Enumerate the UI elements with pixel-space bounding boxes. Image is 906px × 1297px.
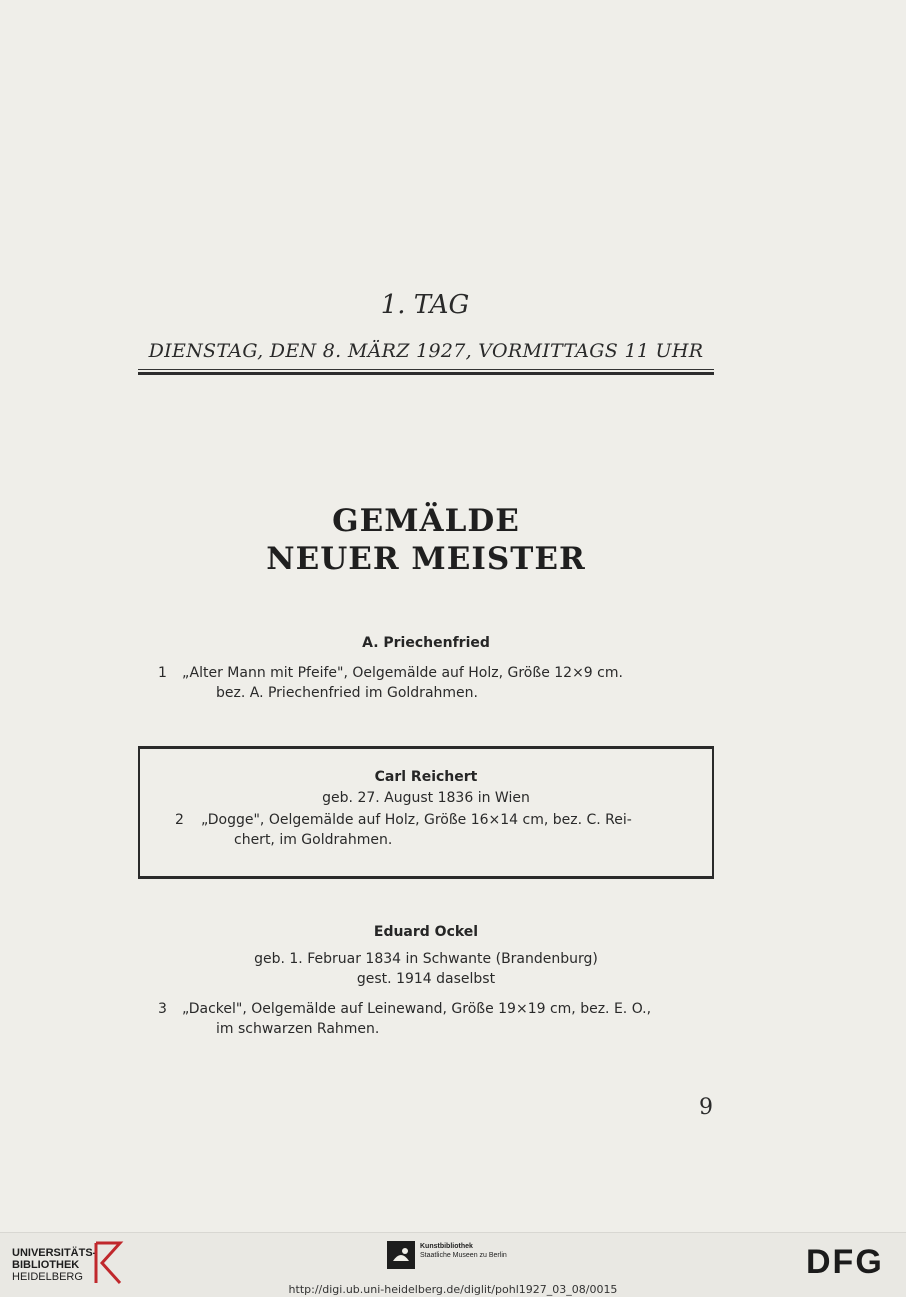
auction-date: DIENSTAG, DEN 8. MÄRZ 1927, VORMITTAGS 11 UHR: [148, 340, 704, 362]
lot-description-line1: „Dackel", Oelgemälde auf Leinewand, Größe 19×19 cm, bez. E. O.,: [182, 1001, 652, 1017]
lot-description-line2: bez. A. Priechenfried im Goldrahmen.: [216, 685, 478, 701]
lot-number: 1: [158, 665, 167, 681]
artist-name: Eduard Ockel: [373, 924, 479, 940]
section-title-line1: GEMÄLDE: [332, 503, 520, 539]
kunstbibliothek-logo-icon: [387, 1241, 415, 1269]
ub-logo-mark-icon: [92, 1239, 126, 1287]
section-title-line2: NEUER MEISTER: [266, 541, 586, 577]
lot-description-line1: „Alter Mann mit Pfeife", Oelgemälde auf Holz, Größe 12×9 cm.: [182, 665, 623, 681]
lot-entry: [175, 810, 695, 852]
viewer-footer: [0, 1232, 906, 1297]
lot-entry: [158, 999, 714, 1041]
lot-description-line2: chert, im Goldrahmen.: [234, 832, 393, 848]
section-title: [0, 502, 852, 578]
ub-heidelberg-logo[interactable]: [12, 1247, 96, 1283]
divider-rule-thick: [138, 372, 714, 375]
artist-bio: geb. 1. Februar 1834 in Schwante (Brandenburg): [254, 951, 598, 967]
day-title: 1. TAG: [380, 290, 470, 320]
lot-entry: [158, 663, 714, 705]
divider-rule-thin: [138, 369, 714, 370]
dfg-logo[interactable]: DFG: [806, 1243, 884, 1281]
lot-description-line1: „Dogge", Oelgemälde auf Holz, Größe 16×14 cm, bez. C. Rei-: [201, 812, 632, 828]
lot-number: 2: [175, 812, 184, 828]
lot-number: 3: [158, 1001, 167, 1017]
artist-bio: geb. 27. August 1836 in Wien: [322, 790, 530, 806]
lot-description-line2: im schwarzen Rahmen.: [216, 1021, 380, 1037]
artist-name: Carl Reichert: [374, 769, 478, 785]
page-number: 9: [699, 1095, 713, 1120]
kb-line2: Staatliche Museen zu Berlin: [420, 1252, 507, 1259]
show-through-text: [500, 95, 700, 175]
artist-name: A. Priechenfried: [362, 635, 490, 651]
kb-line1: Kunstbibliothek: [420, 1243, 473, 1250]
ub-logo-line2: BIBLIOTHEK: [12, 1259, 80, 1271]
permalink-url[interactable]: http://digi.ub.uni-heidelberg.de/diglit/pohl1927_03_08/0015: [288, 1283, 618, 1296]
ub-logo-line1: UNIVERSITÄTS-: [12, 1247, 97, 1259]
kunstbibliothek-label[interactable]: [420, 1242, 507, 1260]
ub-logo-line3: HEIDELBERG: [12, 1271, 83, 1283]
artist-bio: gest. 1914 daselbst: [356, 971, 496, 987]
